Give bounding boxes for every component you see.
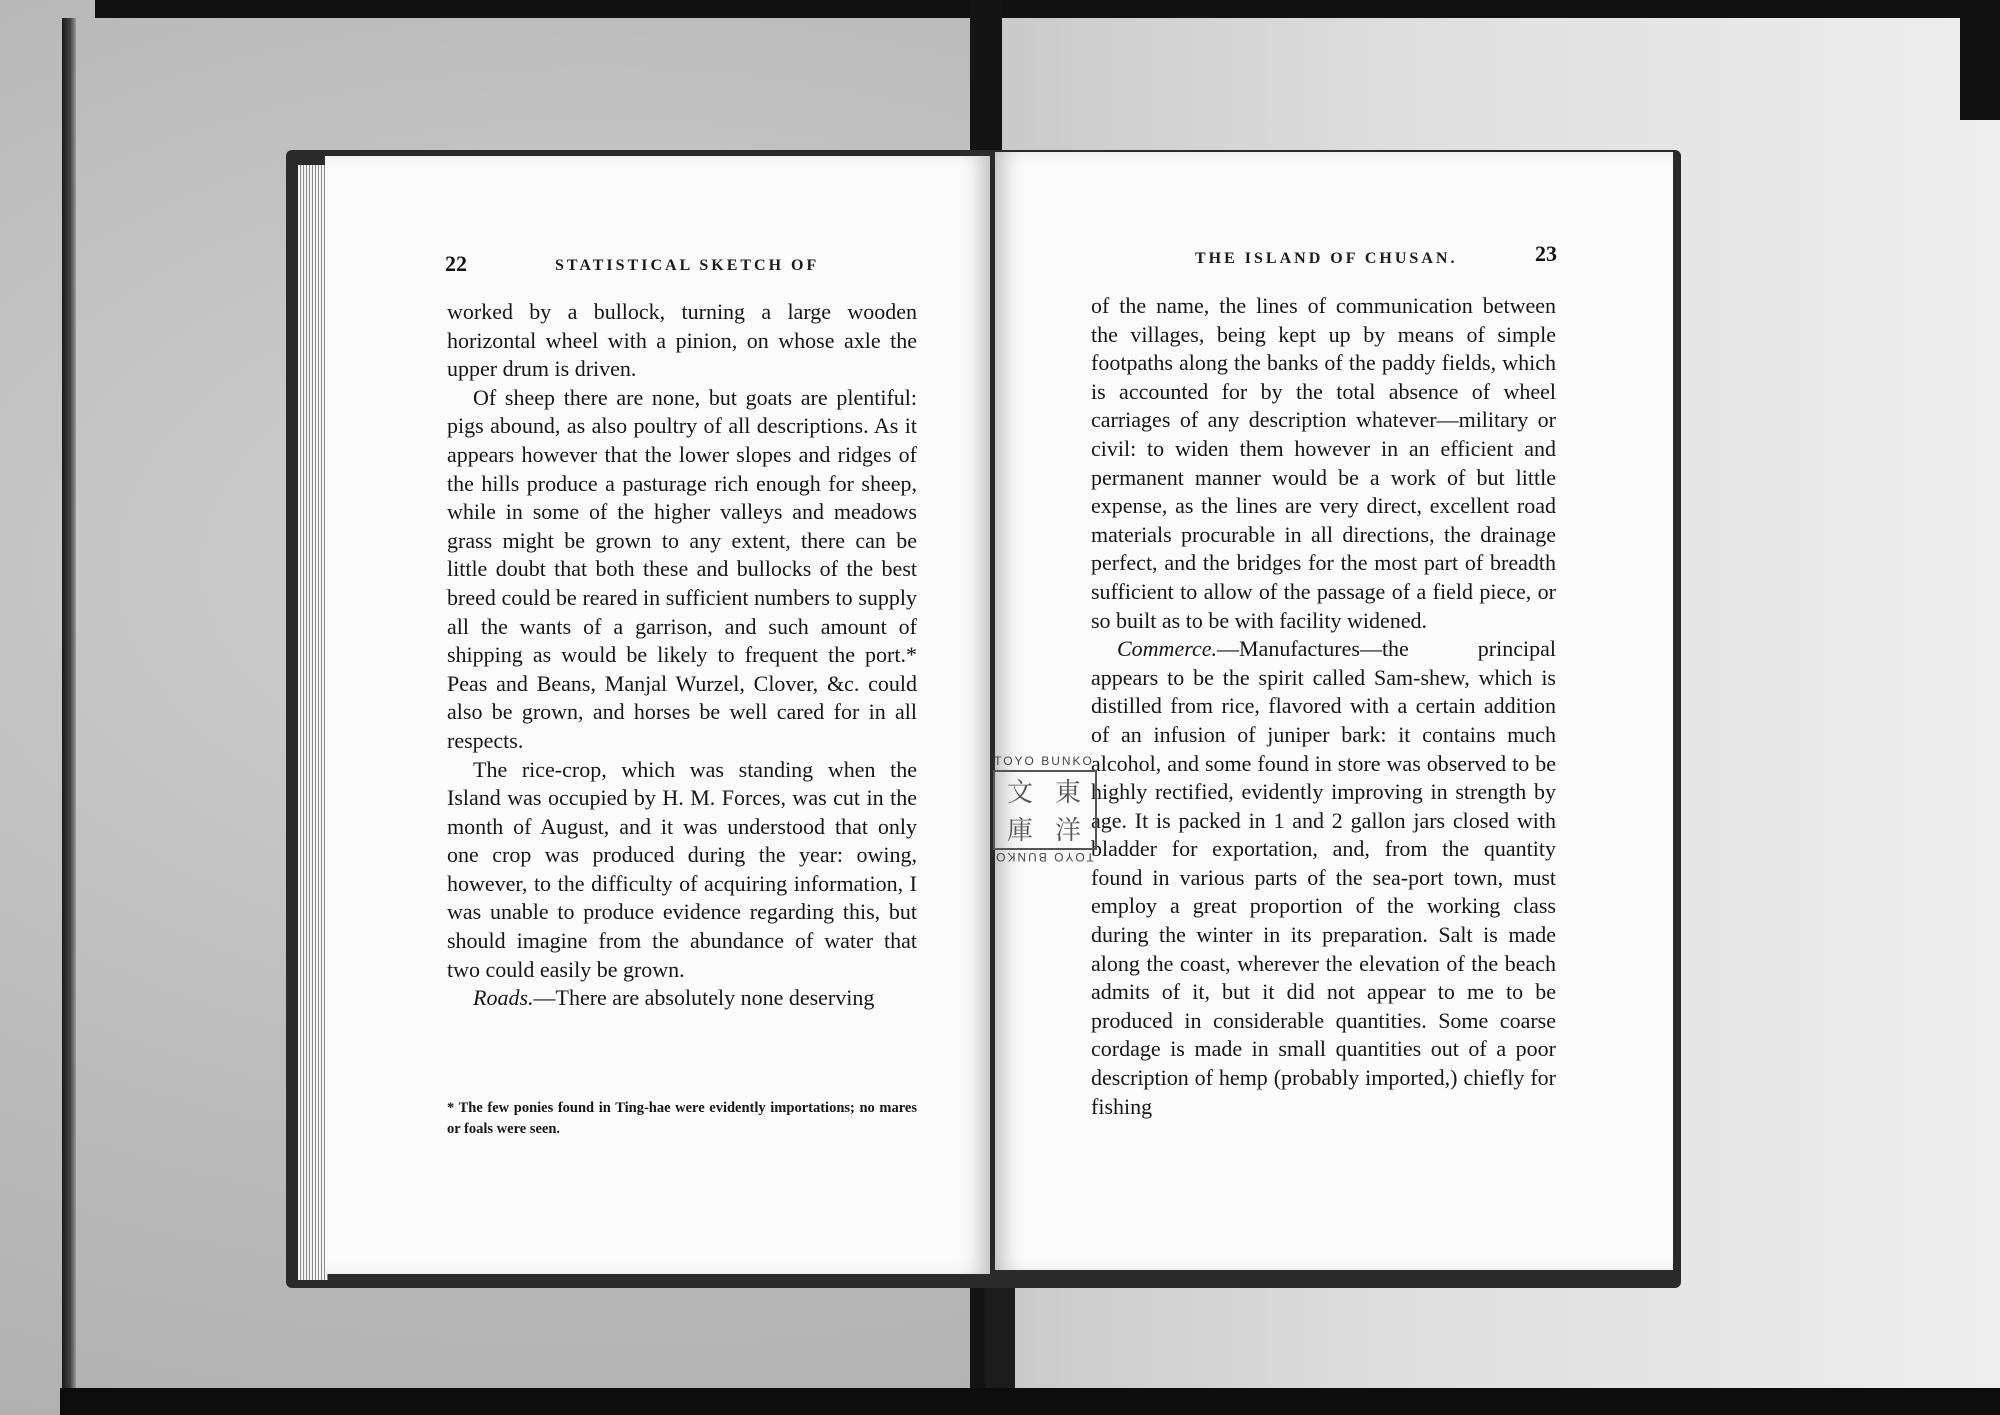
paragraph: of the name, the lines of communication between the villages, being kept up by means of simple footpaths along the banks of the paddy fields, which is accounted for by the total absence of wheel carriages of any description whatever—military or civil: to widen them however in an efficient and permanent manner would be a work of but little expense, as the lines are very direct, excellent road materials procurable in all directions, the drainage perfect, and the bridges for the most part of breadth sufficient to allow of the passage of a field piece, or so built as to be with facility widened. <box>1091 293 1556 633</box>
stamp-char: 洋 <box>1054 816 1081 846</box>
film-border-bottom <box>60 1388 2000 1415</box>
paragraph-commerce <box>1091 635 1556 1121</box>
left-page <box>325 156 990 1274</box>
stamp-char: 庫 <box>1006 816 1033 846</box>
stamp-char: 文 <box>1006 778 1033 808</box>
stamp-seal <box>993 770 1097 850</box>
stamp-top-text: TOYO BUNKO <box>994 754 1094 768</box>
paragraph: worked by a bullock, turning a large wooden horizontal wheel with a pinion, on whose axle the upper drum is driven. <box>447 299 917 382</box>
library-stamp <box>985 754 1103 864</box>
film-border-left <box>62 18 76 1398</box>
right-page <box>995 152 1673 1270</box>
film-border-corner <box>1960 0 2000 120</box>
roads-text: —There are absolutely none deserving <box>533 985 875 1011</box>
paragraph: Of sheep there are none, but goats are plentiful: pigs abound, as also poultry of all descriptions. As it appears however that the lower slopes and ridges of the hills produce a pasturage rich enough for sheep, while in some of the higher valleys and meadows grass might be grown to any extent, there can be little doubt that both these and bullocks of the best breed could be reared in sufficient numbers to supply all the wants of a garrison, and such amount of shipping as would be likely to frequent the port.* Peas and Beans, Manjal Wurzel, Clover, &c. could also be grown, and horses be well cared for in all respects. <box>447 384 917 753</box>
stamp-char: 東 <box>1054 778 1081 808</box>
running-head: STATISTICAL SKETCH OF <box>555 257 820 274</box>
roads-heading: Roads. <box>473 985 534 1011</box>
page-number: 23 <box>1535 241 1557 266</box>
commerce-text: —Manufactures—the principal appears to be the spirit called Sam-shew, which is distilled from rice, flavored with a certain addition of an infusion of juniper bark: it contains much alcohol, and some found in store was observed to be highly rectified, evidently improving in strength by age. It is packed in 1 and 2 gallon jars closed with bladder for exportation, and, from the quantity found in various parts of the sea-port town, must employ a great proportion of the working class during the winter in its preparation. Salt is made along the coast, wherever the elevation of the beach admits of it, but it did not appear to me to be produced in considerable quantities. Some coarse cordage is made in small quantities out of a poor description of hemp (probably imported,) chiefly for fishing <box>1091 636 1556 1119</box>
film-border-top <box>95 0 2000 18</box>
page-number: 22 <box>445 251 467 276</box>
paragraph: The rice-crop, which was standing when the Island was occupied by H. M. Forces, was cut in the month of August, and it was understood that only one crop was produced during the year: owing, however, to the difficulty of acquiring information, I was unable to produce evidence regarding this, but should imagine from the abundance of water that two could easily be grown. <box>447 756 917 982</box>
left-body-text <box>447 298 917 1013</box>
stamp-bottom-text: TOYO BUNKO <box>994 850 1094 864</box>
right-body-text <box>1091 292 1556 1121</box>
paragraph-roads <box>447 984 917 1013</box>
footnote: * The few ponies found in Ting-hae were evidently importations; no mares or foals were seen. <box>447 1100 917 1137</box>
commerce-heading: Commerce. <box>1117 636 1217 662</box>
page-edges <box>298 165 328 1280</box>
running-head: THE ISLAND OF CHUSAN. <box>1195 250 1458 267</box>
